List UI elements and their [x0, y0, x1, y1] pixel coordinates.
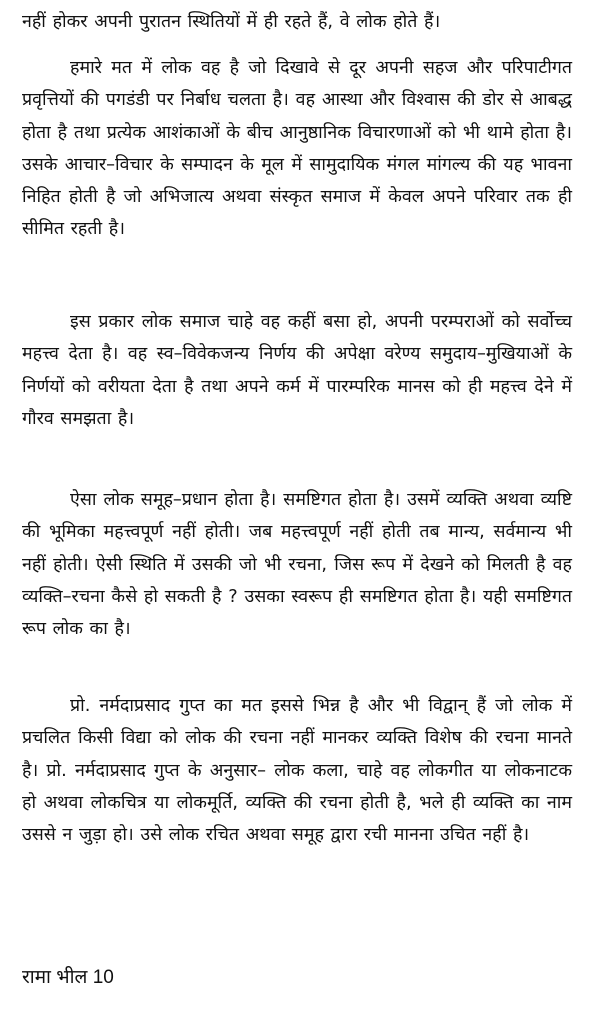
- paragraph-3: ऐसा लोक समूह–प्रधान होता है। समष्टिगत होता है। उसमें व्यक्ति अथवा व्यष्टि की भूमिका महत्त्वपूर्ण नहीं होती। जब महत्त्वपूर्ण नहीं होती तब मान्य, सर्वमान्य भी नहीं होती। ऐसी स्थिति में उसकी जो भी रचना, जिस रूप में देखने को मिलती है वह व्यक्ति–रचना कैसे हो सकती है ? उसका स्वरूप ही समष्टिगत होता है। यही समष्टिगत रूप लोक का है।: [22, 489, 572, 640]
- paragraph-4: प्रो. नर्मदाप्रसाद गुप्त का मत इससे भिन्न है और भी विद्वान् हैं जो लोक में प्रचलित किसी विद्या को लोक की रचना नहीं मानकर व्यक्ति विशेष की रचना मानते है। प्रो. नर्मदाप्रसाद गुप्त के अनुसार– लोक कला, चाहे वह लोकगीत या लोकनाटक हो अथवा लोकचित्र या लोकमूर्ति, व्यक्ति की रचना होती है, भले ही व्यक्ति का नाम उससे न जुड़ा हो। उसे लोक रचित अथवा समूह द्वारा रची मानना उचित नहीं है।: [22, 695, 572, 846]
- paragraph-continuation: नहीं होकर अपनी पुरातन स्थितियों में ही रहते हैं, वे लोक होते हैं।: [22, 11, 441, 32]
- paragraph-1: हमारे मत में लोक वह है जो दिखावे से दूर अपनी सहज और परिपाटीगत प्रवृत्तियों की पगडंडी पर निर्बाध चलता है। वह आस्था और विश्वास की डोर से आबद्ध होता है तथा प्रत्येक आशंकाओं के बीच आनुष्ठानिक विचारणाओं को भी थामे होता है। उसके आचार–विचार के सम्पादन के मूल में सामुदायिक मंगल मांगल्य की यह भावना निहित होती है जो अभिजात्य अथवा संस्कृत समाज में केवल अपने परिवार तक ही सीमित रहती है।: [22, 57, 572, 240]
- page-footer: रामा भील 10: [22, 967, 114, 988]
- paragraph-2: इस प्रकार लोक समाज चाहे वह कहीं बसा हो, अपनी परम्पराओं को सर्वोच्च महत्त्व देता है। वह स्व–विवेकजन्य निर्णय की अपेक्षा वरेण्य समुदाय–मुखियाओं के निर्णयों को वरीयता देता है तथा अपने कर्म में पारम्परिक मानस को ही महत्त्व देने में गौरव समझता है।: [22, 311, 572, 429]
